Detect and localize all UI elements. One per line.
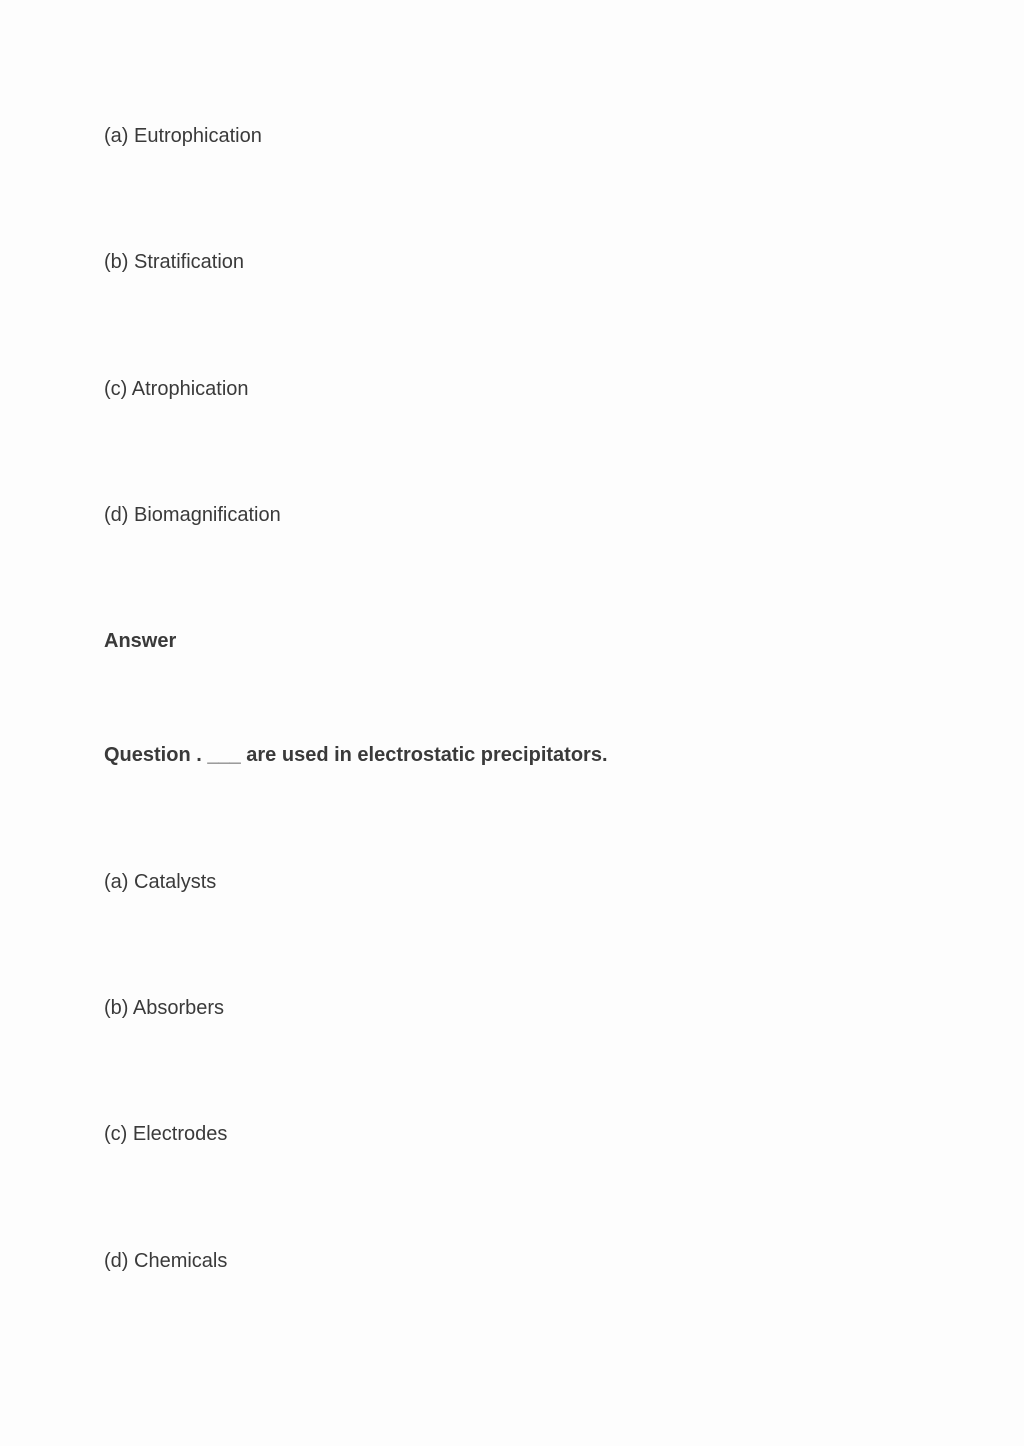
question-text: Question . ___ are used in electrostatic precipitators. (104, 744, 608, 766)
answer-heading: Answer (104, 630, 177, 652)
option-b-absorbers: (b) Absorbers (104, 997, 225, 1019)
option-d-chemicals: (d) Chemicals (104, 1250, 228, 1272)
option-a-eutrophication: (a) Eutrophication (104, 125, 262, 147)
option-c-atrophication: (c) Atrophication (104, 378, 249, 400)
option-a-catalysts: (a) Catalysts (104, 871, 217, 893)
option-d-biomagnification: (d) Biomagnification (104, 504, 281, 526)
option-b-stratification: (b) Stratification (104, 251, 245, 273)
option-c-electrodes: (c) Electrodes (104, 1123, 228, 1145)
